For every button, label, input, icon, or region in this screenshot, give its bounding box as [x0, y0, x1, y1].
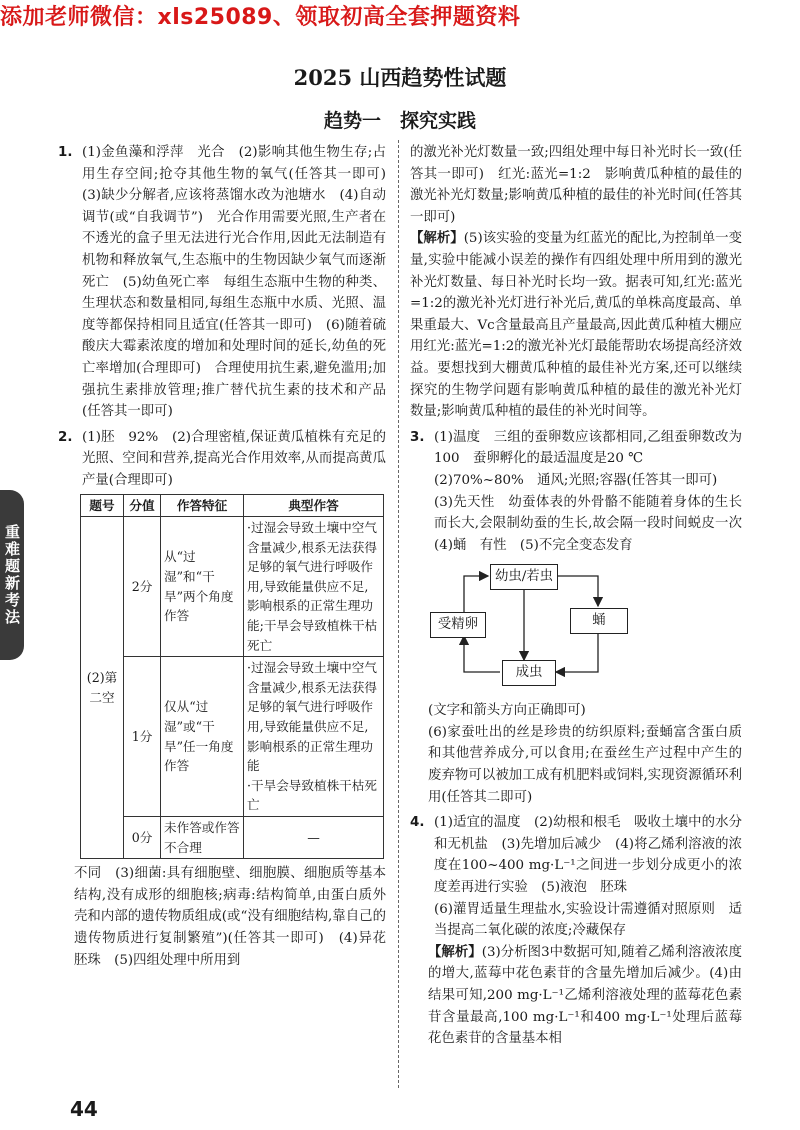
score-cell: 0分: [124, 817, 161, 859]
left-column: [58, 142, 400, 971]
table-row: [81, 517, 384, 657]
question-number: 4.: [410, 815, 425, 831]
analysis-label: 【解析】: [428, 944, 482, 960]
question-2: [58, 427, 386, 492]
table-row: [81, 657, 384, 817]
page-number: 44: [70, 1097, 98, 1121]
typical-answer-cell: [244, 657, 384, 817]
stage-egg: 受精卵: [430, 612, 486, 638]
analysis-text: (3)分析图3中数据可知,随着乙烯利溶液浓度的增大,蓝莓中花色素苷的含量先增加后减少。(4)由结果可知,200 mg·L⁻¹乙烯利溶液处理的蓝莓花色素苷含量最高,100 mg·L⁻¹和400 mg·L⁻¹处理后蓝莓花色素苷的含量基本相: [428, 944, 742, 1047]
scoring-table: [80, 494, 384, 860]
side-tab: 重难题新考法: [0, 490, 24, 660]
analysis-block: [410, 942, 742, 1050]
question-1: [58, 142, 400, 423]
analysis-block: [410, 228, 742, 422]
question-4: [410, 812, 742, 942]
section-subtitle: 趋势一 探究实践: [323, 110, 476, 132]
analysis-label: 【解析】: [410, 231, 464, 247]
answer-text: (1)适宜的温度 (2)幼根和根毛 吸收土壤中的水分和无机盐 (3)先增加后减少 (4)将乙烯利溶液的浓度在100~400 mg·L⁻¹之间进一步划分成更小的浓度差再进行实验 (5)液泡 胚珠: [434, 815, 742, 896]
table-header: 典型作答: [244, 494, 384, 517]
question-cell: (2)第二空: [81, 517, 124, 859]
answer-text: (1)金鱼藻和浮萍 光合 (2)影响其他生物生存;占用生存空间;抢夺其他生物的氧气(任答其一即可) (3)缺少分解者,应该将蒸馏水改为池塘水 (4)自动调节(或“自我调节”) 光合作用需要光照,生产者在不透光的盒子里无法进行光合作用,因此无法制造有机物和释放氧气,生态瓶中的生物因缺少氧气而逐渐死亡 (5)幼鱼死亡率 每组生态瓶中生物的种类、生理状态和数量相同,每组生态瓶中水质、光照、温度等都保持相同且适宜(任答其一即可) (6)随着硫酸庆大霉素浓度的增加和处理时间的延长,幼鱼的死亡率增加(合理即可) 合理使用抗生素,避免滥用;加强抗生素排放管理;推广替代抗生素的技术和产品(任答其一即可): [82, 145, 400, 420]
stage-adult: 成虫: [502, 660, 556, 686]
answer-text: 的激光补光灯数量一致;四组处理中每日补光时长一致(任答其一即可) 红光:蓝光=1:2 影响黄瓜种植的最佳的激光补光灯数量;影响黄瓜种植的最佳的补光时间(任答其一即可): [410, 145, 742, 225]
answer-text: 不同 (3)细菌:具有细胞壁、细胞膜、细胞质等基本结构,没有成形的细胞核;病毒:结构简单,由蛋白质外壳和内部的遗传物质组成(或“没有细胞结构,靠自己的遗传物质进行复制繁殖”)(任答其一即可) (4)异花 胚珠 (5)四组处理中所用到: [74, 866, 400, 968]
table-header: 分值: [124, 494, 161, 517]
score-cell: 2分: [124, 517, 161, 657]
question-number: 1.: [58, 145, 73, 160]
diagram-note: (文字和箭头方向正确即可): [428, 703, 586, 719]
feature-cell: 从“过湿”和“干旱”两个角度作答: [161, 517, 244, 657]
answer-text: (1)温度 三组的蚕卵数应该都相同,乙组蚕卵数改为100 蚕卵孵化的最适温度是20 ℃: [434, 429, 742, 467]
typical-answer-cell: —: [244, 817, 384, 859]
typical-answer-line: ·过湿会导致土壤中空气含量减少,根系无法获得足够的氧气进行呼吸作用,导致能量供应不足,影响根系的正常生理功能: [247, 660, 377, 774]
typical-answer-line: ·干旱会导致植株干枯死亡: [247, 777, 377, 813]
score-cell: 1分: [124, 657, 161, 817]
promo-banner: 添加老师微信：xls25089、领取初高全套押题资料: [0, 5, 521, 30]
table-header-row: [81, 494, 384, 517]
answer-text: (3)先天性 幼蚕体表的外骨骼不能随着身体的生长而长大,会限制幼蚕的生长,故会隔一段时间蜕皮一次 (4)蛹 有性 (5)不完全变态发育: [434, 494, 756, 553]
arrow-pupa-to-adult: [556, 634, 598, 672]
right-column: [410, 142, 756, 1050]
stage-larva: 幼虫/若虫: [490, 564, 558, 590]
question-3: [410, 427, 756, 557]
typical-answer-cell: ·过湿会导致土壤中空气含量减少,根系无法获得足够的氧气进行呼吸作用,导致能量供应不足,影响根系的正常生理功能;干旱会导致植株干枯死亡: [244, 517, 384, 657]
arrow-larva-to-pupa: [556, 576, 598, 606]
answer-text: (6)家蚕吐出的丝是珍贵的纺织原料;蚕蛹富含蛋白质和其他营养成分,可以食用;在蚕丝生产过程中产生的废弃物可以被加工成有机肥料或饲料,实现资源循环利用(任答其二即可): [428, 724, 742, 805]
feature-cell: 仅从“过湿”或“干旱”任一角度作答: [161, 657, 244, 817]
stage-pupa: 蛹: [570, 608, 628, 634]
table-row: [81, 817, 384, 859]
question-number: 2.: [58, 429, 73, 445]
life-cycle-diagram: [428, 560, 728, 694]
arrow-adult-to-egg: [464, 636, 500, 672]
table-header: 题号: [81, 494, 124, 517]
table-header: 作答特征: [161, 494, 244, 517]
answer-text: (2)70%~80% 通风;光照;容器(任答其一即可): [434, 472, 718, 488]
answer-text: (1)胚 92% (2)合理密植,保证黄瓜植株有充足的光照、空间和营养,提高光合作用效率,从而提高黄瓜产量(合理即可): [82, 429, 386, 488]
arrow-egg-to-larva: [464, 576, 488, 612]
analysis-text: (5)该实验的变量为红蓝光的配比,为控制单一变量,实验中能减小误差的操作有四组处理中所用到的激光补光灯数量、每日补光时长均一致。据表可知,红光:蓝光=1:2的激光补光灯进行补光后,黄瓜的单株高度最高、单果重最大、Vc含量最高且产量最高,因此黄瓜种植大棚应用红光:蓝光=1:2的激光补光灯最能帮助农场提高经济效益。要想找到大棚黄瓜种植的最佳补光方案,还可以继续探究的生物学问题有影响黄瓜种植的最佳的激光补光灯数量;影响黄瓜种植的最佳的补光时间等。: [410, 231, 742, 420]
question-number: 3.: [410, 429, 425, 445]
answer-text: (6)灌胃适量生理盐水,实验设计需遵循对照原则 适当提高二氧化碳的浓度;冷藏保存: [434, 901, 742, 939]
feature-cell: 未作答或作答不合理: [161, 817, 244, 859]
page-title: 2025 山西趋势性试题: [293, 65, 507, 90]
